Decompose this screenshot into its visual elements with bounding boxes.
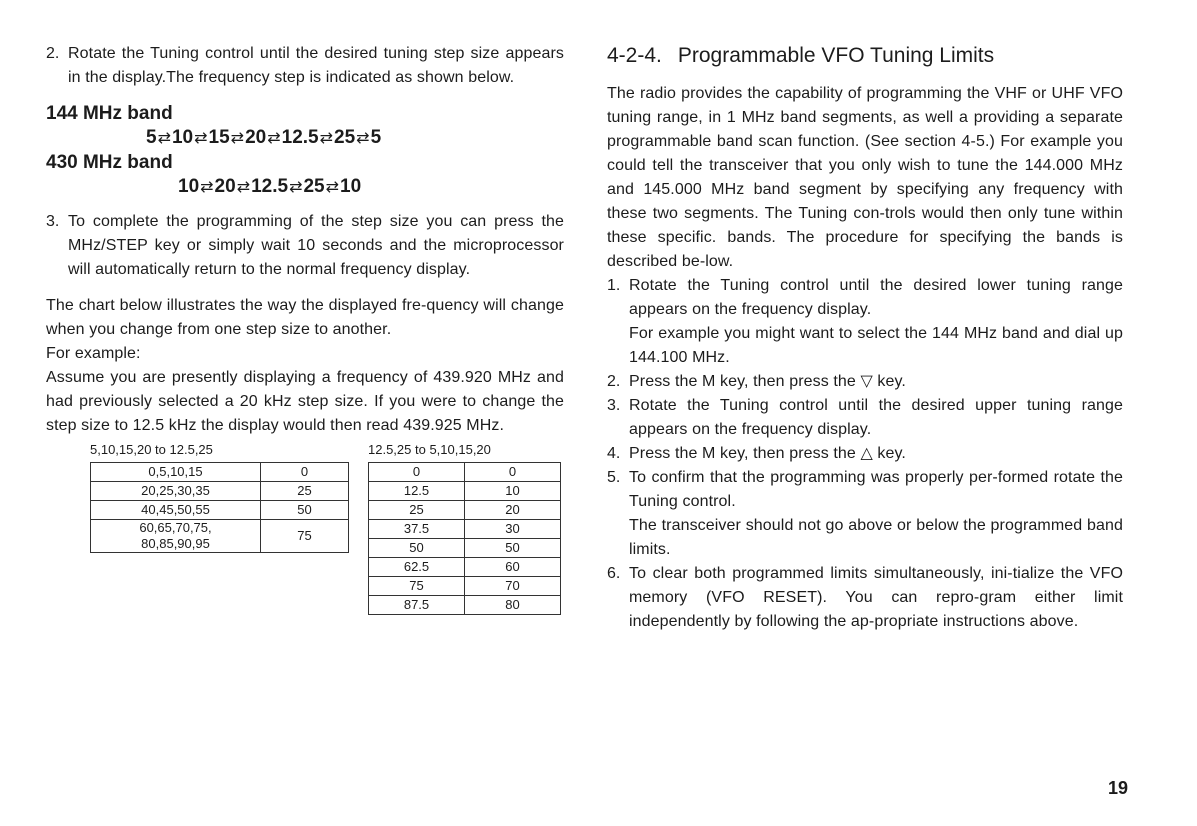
table-row [91, 482, 349, 501]
table-row [369, 596, 561, 615]
swap-arrow-icon: ⇄ [230, 130, 245, 147]
swap-arrow-icon: ⇄ [267, 130, 281, 147]
step-3 [46, 210, 564, 282]
table-1 [90, 462, 349, 553]
table-cell: 25 [261, 482, 349, 501]
procedure-step-3 [607, 394, 1123, 442]
table-cell: 25 [369, 501, 465, 520]
step-body [629, 442, 1123, 466]
table-cell: 50 [465, 539, 561, 558]
table-row [91, 520, 349, 553]
table-row [369, 482, 561, 501]
step-text: Rotate the Tuning control until the desired upper tuning range appears on the frequency display. [629, 397, 1123, 438]
step-body [629, 562, 1123, 634]
table-cell: 60,65,70,75, 80,85,90,95 [91, 520, 261, 553]
table-row [369, 577, 561, 596]
swap-arrow-icon: ⇄ [325, 179, 340, 196]
for-example-label: For example: [46, 345, 141, 362]
left-column [46, 42, 564, 642]
step-value: 12.5 [281, 127, 319, 148]
step-value: 25 [303, 176, 325, 197]
procedure-steps [607, 274, 1123, 634]
page-number: 19 [1108, 778, 1129, 798]
step-body [629, 394, 1123, 442]
swap-arrow-icon: ⇄ [289, 179, 303, 196]
right-column [607, 42, 1123, 634]
table-cell: 20 [465, 501, 561, 520]
table-cell: 62.5 [369, 558, 465, 577]
table-cell: 40,45,50,55 [91, 501, 261, 520]
step-number: 4. [607, 445, 621, 462]
chart-intro: The chart below illustrates the way the displayed fre-quency will change when you change from one step size to another. [46, 297, 564, 338]
step-number: 2. [607, 373, 621, 390]
table-cell: 10 [465, 482, 561, 501]
table-cell: 70 [465, 577, 561, 596]
table-cell: 80 [465, 596, 561, 615]
swap-arrow-icon: ⇄ [236, 179, 251, 196]
step-text: To confirm that the programming was properly per-formed rotate the Tuning control. [629, 469, 1123, 510]
table-2-wrap [368, 442, 561, 615]
section-title: Programmable VFO Tuning Limits [677, 44, 995, 67]
step-number: 1. [607, 277, 621, 294]
swap-arrow-icon: ⇄ [356, 130, 370, 147]
swap-arrow-icon: ⇄ [319, 130, 334, 147]
step-value: 10 [340, 176, 362, 197]
section-heading [607, 42, 1123, 70]
step-conversion-tables [46, 442, 564, 642]
table-cell: 0 [465, 463, 561, 482]
step-number: 5. [607, 469, 621, 486]
band-430-title: 430 MHz band [46, 152, 173, 173]
step-value: 20 [214, 176, 236, 197]
step-subtext: The transceiver should not go above or below the programmed band limits. [629, 517, 1123, 558]
table-row [91, 501, 349, 520]
step-body [629, 466, 1123, 562]
step-value: 25 [334, 127, 356, 148]
table-row [369, 463, 561, 482]
table-2-body [369, 463, 561, 615]
table-row [91, 463, 349, 482]
table-row [369, 501, 561, 520]
table-cell: 0 [261, 463, 349, 482]
step-number: 6. [607, 565, 621, 582]
step-value: 20 [245, 127, 267, 148]
procedure-step-4 [607, 442, 1123, 466]
table-cell: 20,25,30,35 [91, 482, 261, 501]
swap-arrow-icon: ⇄ [157, 130, 171, 147]
procedure-step-2 [607, 370, 1123, 394]
step-value: 12.5 [251, 176, 289, 197]
step-subtext: For example you might want to select the 144 MHz band and dial up 144.100 MHz. [629, 325, 1123, 366]
procedure-step-1 [607, 274, 1123, 370]
table-cell: 30 [465, 520, 561, 539]
table-cell: 87.5 [369, 596, 465, 615]
table-cell: 0 [369, 463, 465, 482]
step-number: 2. [46, 45, 60, 62]
step-value: 10 [178, 176, 200, 197]
table-1-caption: 5,10,15,20 to 12.5,25 [90, 442, 213, 457]
step-text: Rotate the Tuning control until the desired tuning step size appears in the display.The frequency step is indicated as shown below. [68, 45, 564, 86]
table-2 [368, 462, 561, 615]
band-144-sequence [46, 126, 564, 151]
table-row [369, 539, 561, 558]
step-text: Rotate the Tuning control until the desired lower tuning range appears on the frequency display. [629, 277, 1123, 318]
swap-arrow-icon: ⇄ [200, 179, 214, 196]
table-2-caption: 12.5,25 to 5,10,15,20 [368, 442, 491, 457]
step-2 [46, 42, 564, 90]
step-value: 15 [208, 127, 230, 148]
table-cell: 50 [369, 539, 465, 558]
procedure-step-5 [607, 466, 1123, 562]
step-number: 3. [46, 213, 60, 230]
step-text: To clear both programmed limits simultaneously, ini-tialize the VFO memory (VFO RESET). You can repro-gram either limit independently by following the ap-propriate instructions above. [629, 565, 1123, 630]
table-row [369, 558, 561, 577]
step-value: 5 [370, 127, 382, 148]
band-144-title: 144 MHz band [46, 103, 173, 124]
step-text: Press the M key, then press the △ key. [629, 445, 906, 462]
step-number: 3. [607, 397, 621, 414]
table-cell: 50 [261, 501, 349, 520]
step-text: To complete the programming of the step size you can press the MHz/STEP key or simply wait 10 seconds and the microprocessor will automatically return to the normal frequency display. [68, 213, 564, 278]
procedure-step-6 [607, 562, 1123, 634]
table-cell: 0,5,10,15 [91, 463, 261, 482]
table-1-wrap [90, 442, 349, 553]
table-cell: 12.5 [369, 482, 465, 501]
section-number: 4-2-4. [607, 44, 662, 67]
table-cell: 37.5 [369, 520, 465, 539]
step-body [629, 370, 1123, 394]
band-430-sequence [46, 175, 564, 200]
table-cell: 75 [369, 577, 465, 596]
swap-arrow-icon: ⇄ [194, 130, 208, 147]
step-value: 5 [146, 127, 157, 148]
table-row [369, 520, 561, 539]
table-cell: 75 [261, 520, 349, 553]
step-value: 10 [171, 127, 194, 148]
example-text: Assume you are presently displaying a frequency of 439.920 MHz and had previously selected a 20 kHz step size. If you were to change the step size to 12.5 kHz the display would then read 439.925 MHz. [46, 369, 564, 434]
table-cell: 60 [465, 558, 561, 577]
section-intro: The radio provides the capability of programming the VHF or UHF VFO tuning range, in 1 MHz band segments, as well a providing a separate programmable band scan function. (See section 4-5.) For example you could tell the transceiver that you only wish to tune the 144.000 MHz and 145.000 MHz band segment by specifying any frequency with these two segments. The Tuning con-trols would then only tune within these specific. bands. The procedure for specifying the bands is described be-low. [607, 85, 1123, 270]
table-1-body [91, 463, 349, 553]
step-body [629, 274, 1123, 370]
step-text: Press the M key, then press the ▽ key. [629, 373, 906, 390]
